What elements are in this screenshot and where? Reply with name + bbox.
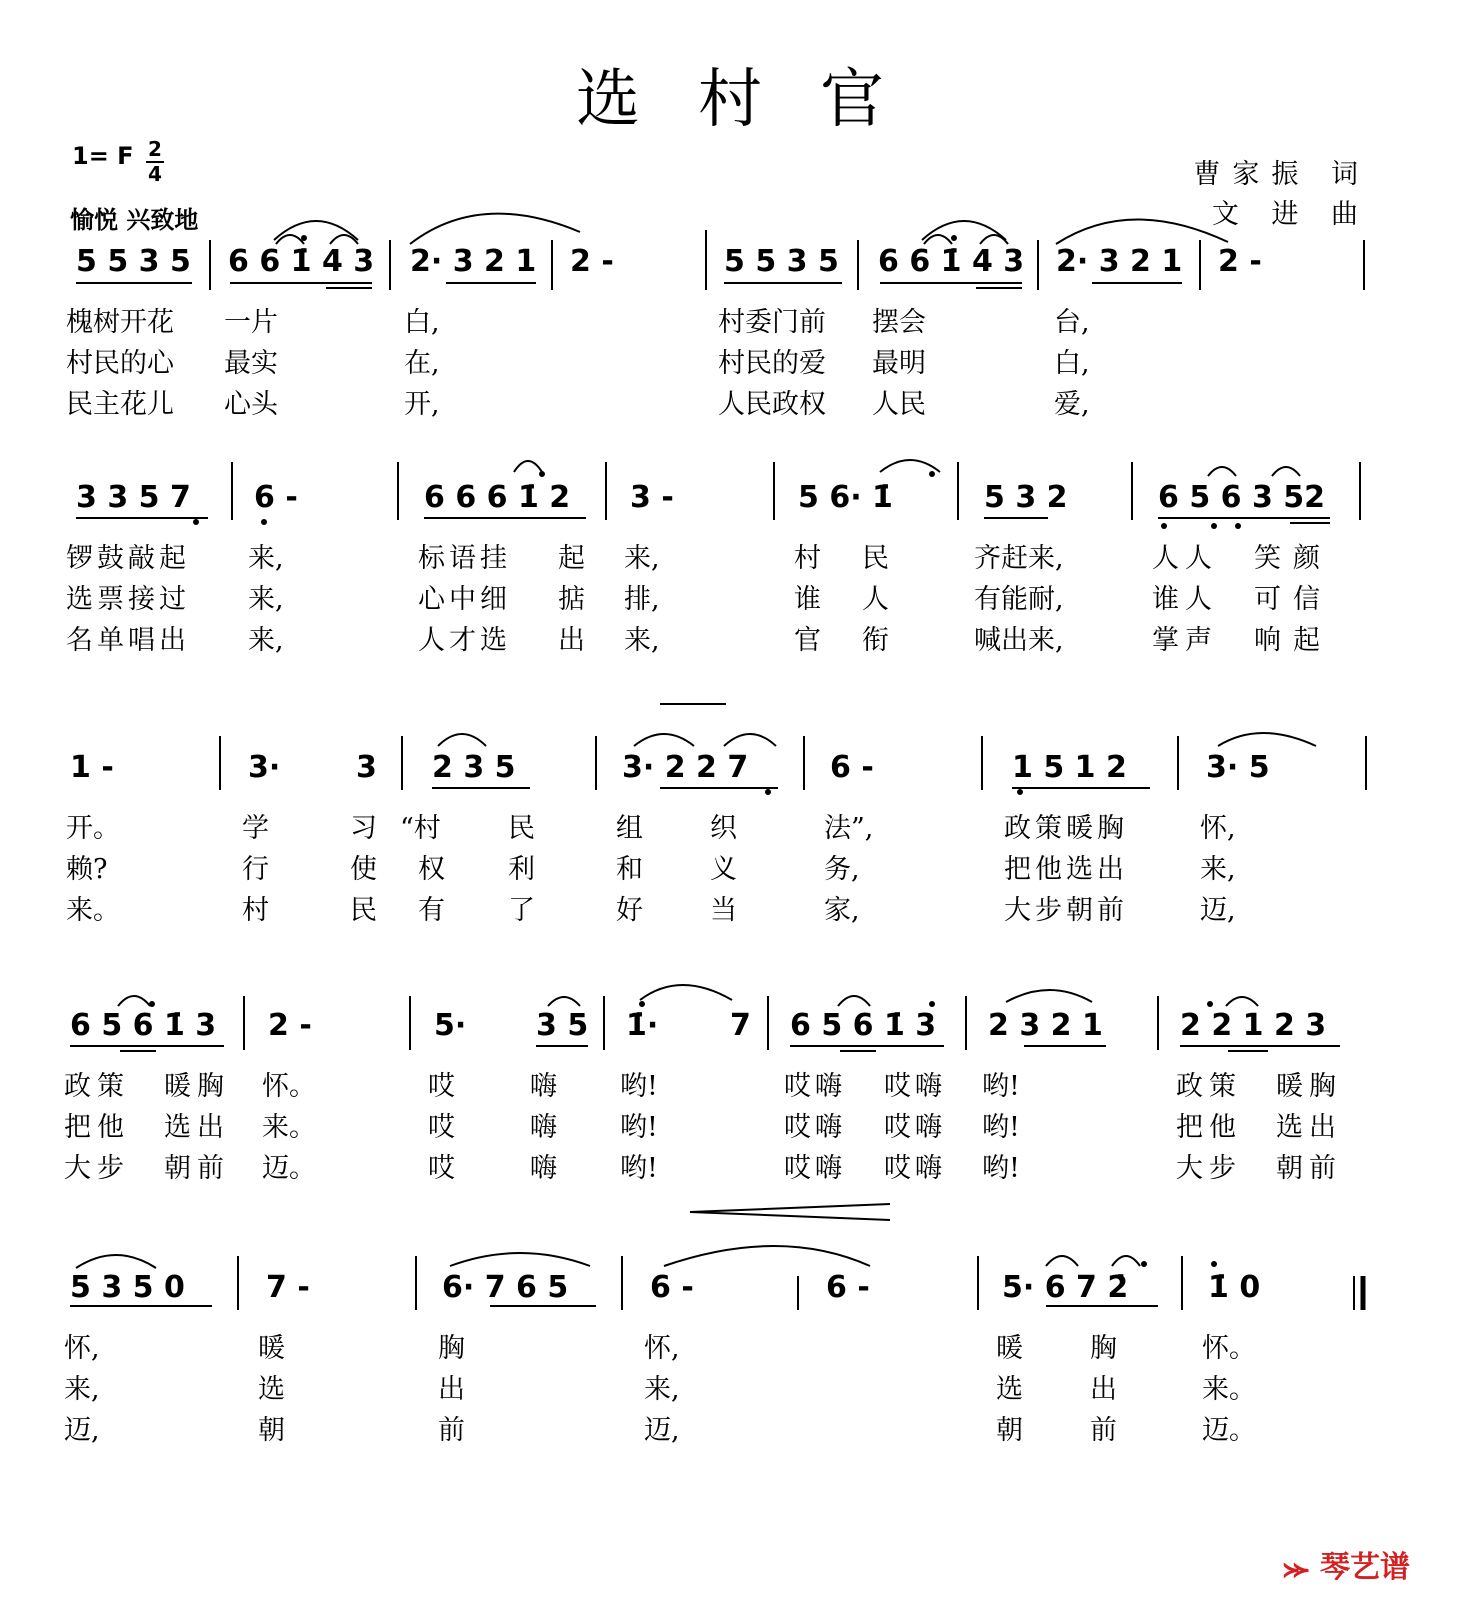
slur (276, 235, 304, 244)
lyric-13-5: 暖 (996, 1333, 1023, 1364)
lyric-8-8: 务, (824, 854, 860, 885)
lyric-2-1: 村民的心 (66, 348, 174, 379)
lyric-14-5: 选 (996, 1374, 1023, 1405)
slur (838, 996, 870, 1006)
lyric-12-3: 迈。 (262, 1153, 316, 1184)
lyric-8-6: 和 (616, 854, 643, 885)
lyric-10-4: 哎 (428, 1071, 455, 1102)
measure-32: 6· 7 6 5 (442, 1270, 569, 1305)
lyric-1-5: 摆会 (872, 307, 926, 338)
measure-7: 2· 3 2 1 (1056, 244, 1183, 279)
slur (1112, 1256, 1140, 1266)
slur (1046, 1256, 1078, 1266)
measure-23: 6 5 6 1̇ 3 (70, 1008, 217, 1043)
measure-6: 6 6 1̇ 4 3 (878, 244, 1025, 279)
lyric-1-3: 白, (404, 307, 440, 338)
slur (450, 1253, 590, 1266)
measure-25a: 5· (434, 1008, 467, 1043)
lyric-3-4: 人民政权 (718, 389, 826, 420)
lyric-5-7: 人 (862, 584, 889, 615)
octave-dot (1211, 1261, 1217, 1267)
low-octave-dot (261, 519, 267, 525)
slur (1208, 467, 1236, 476)
lyric-9-8: 家, (824, 895, 860, 926)
octave-dot (639, 1001, 645, 1007)
lyric-7-5: 民 (508, 813, 535, 844)
lyric-6-8: 喊出来, (974, 625, 1064, 656)
lyric-10-8: 哎嗨 (884, 1071, 946, 1102)
lyric-9-7: 当 (710, 895, 737, 926)
slur (664, 1246, 870, 1266)
measure-24: 2 - (268, 1008, 312, 1043)
measure-20: 6 - (830, 750, 874, 785)
lyric-4-4: 起 (558, 543, 585, 574)
measure-22: 3· 5 (1206, 750, 1270, 785)
lyric-8-2: 行 (242, 854, 269, 885)
lyric-3-5: 人民 (872, 389, 926, 420)
octave-dot (301, 235, 307, 241)
lyric-1-1: 槐树开花 (66, 307, 174, 338)
lyric-10-3: 怀。 (262, 1071, 316, 1102)
measure-10: 6 - (254, 480, 298, 515)
measure-19: 3· 2 2 7 (622, 750, 749, 785)
lyric-8-9: 把他选出 (1004, 854, 1128, 885)
slur (640, 985, 732, 1000)
slur (924, 235, 952, 244)
lyric-11-4: 哎 (428, 1112, 455, 1143)
low-octave-dot (765, 789, 771, 795)
lyric-5-3: 心中细 (418, 584, 511, 615)
lyric-15-5: 朝 (996, 1415, 1023, 1446)
lyric-15-3: 前 (438, 1415, 465, 1446)
slur (1226, 997, 1258, 1006)
lyric-7-1: 开。 (66, 813, 120, 844)
lyric-1-6: 台, (1054, 307, 1090, 338)
lyric-15-6: 前 (1090, 1415, 1117, 1446)
octave-dot (1141, 1261, 1147, 1267)
lyric-6-5: 来, (624, 625, 660, 656)
lyric-4-2: 来, (248, 543, 284, 574)
measure-21: 1 5 1 2 (1012, 750, 1127, 785)
measure-33: 6 - (650, 1270, 694, 1305)
low-octave-dot (1161, 523, 1167, 529)
measure-26b: 7 (730, 1008, 751, 1043)
lyric-4-9: 人人 (1152, 543, 1218, 574)
measure-14: 5 3 2 (984, 480, 1068, 515)
lyric-12-2: 朝前 (164, 1153, 230, 1184)
measure-34: 6 - (826, 1270, 870, 1305)
lyric-5-4: 掂 (558, 584, 585, 615)
lyric-1-4: 村委门前 (718, 307, 826, 338)
lyric-10-10: 政策 (1176, 1071, 1242, 1102)
slur (410, 214, 580, 244)
lyric-4-5: 来, (624, 543, 660, 574)
lyric-13-2: 暖 (258, 1333, 285, 1364)
measure-31: 7 - (266, 1270, 310, 1305)
lyric-6-6: 官 (794, 625, 821, 656)
lyric-5-2: 来, (248, 584, 284, 615)
measure-25b: 3 5 (536, 1008, 589, 1043)
lyric-12-6: 哟! (620, 1153, 658, 1184)
lyric-9-1: 来。 (66, 895, 120, 926)
measure-15: 6 5 6 3 52 (1158, 480, 1326, 515)
lyric-11-1: 把他 (64, 1112, 130, 1143)
lyric-4-8: 齐赶来, (974, 543, 1064, 574)
lyric-2-6: 白, (1054, 348, 1090, 379)
lyric-12-7: 哎嗨 (784, 1153, 846, 1184)
lyric-14-6: 出 (1090, 1374, 1117, 1405)
lyric-6-10: 响起 (1254, 625, 1332, 656)
time-unit: 4 (148, 162, 162, 186)
measure-16: 1 - (70, 750, 114, 785)
lyric-11-9: 哟! (982, 1112, 1020, 1143)
lyric-7-6: 组 (616, 813, 643, 844)
lyric-6-9: 掌声 (1152, 625, 1218, 656)
lyric-14-7: 来。 (1202, 1374, 1256, 1405)
lyric-11-2: 选出 (164, 1112, 230, 1143)
lyric-6-1: 名单唱出 (66, 625, 190, 656)
lyric-5-9: 谁人 (1152, 584, 1218, 615)
measure-35: 5· 6 7 2̇ (1002, 1270, 1129, 1305)
lyricist-credit: 曹家振 词 (1193, 159, 1370, 190)
time-beats: 2 (148, 137, 162, 161)
measure-36: 1̇ 0 (1208, 1270, 1261, 1305)
measure-8: 2 - (1218, 244, 1262, 279)
lyric-7-9: 政策暖胸 (1004, 813, 1128, 844)
slur (634, 734, 694, 746)
lyric-9-9: 大步朝前 (1004, 895, 1128, 926)
measure-28: 2 3 2 1 (988, 1008, 1103, 1043)
measure-2: 6 6 1̇ 4 3 (228, 244, 375, 279)
lyric-9-3: 民 (350, 895, 377, 926)
lyric-5-5: 排, (624, 584, 660, 615)
lyric-10-1: 政策 (64, 1071, 130, 1102)
lyric-8-5: 利 (508, 854, 535, 885)
lyric-7-10: 怀, (1200, 813, 1236, 844)
measure-26a: 1̇· (626, 1008, 659, 1043)
lyric-2-3: 在, (404, 348, 440, 379)
lyric-11-10: 把他 (1176, 1112, 1242, 1143)
lyric-7-3: 习 (350, 813, 377, 844)
lyric-4-6: 村 (794, 543, 821, 574)
lyric-13-4: 怀, (644, 1333, 680, 1364)
lyric-15-4: 迈, (644, 1415, 680, 1446)
lyric-12-1: 大步 (64, 1153, 130, 1184)
lyric-13-3: 胸 (438, 1333, 465, 1364)
measure-9: 3 3 5 7 (76, 480, 191, 515)
lyric-3-2: 心头 (224, 389, 278, 420)
lyric-2-5: 最明 (872, 348, 926, 379)
low-octave-dot (1017, 789, 1023, 795)
lyric-6-7: 衔 (862, 625, 889, 656)
lyric-13-7: 怀。 (1202, 1333, 1256, 1364)
key-signature: 1= F (72, 142, 134, 170)
measure-5: 5 5 3 5 (724, 244, 839, 279)
lyric-4-1: 锣鼓敲起 (66, 543, 190, 574)
lyric-10-6: 哟! (620, 1071, 658, 1102)
low-octave-dot (1211, 523, 1217, 529)
slur (1272, 467, 1300, 476)
lyric-9-4: 有 (418, 895, 445, 926)
decrescendo-hairpin (690, 1204, 890, 1220)
slur (548, 997, 580, 1006)
lyric-4-7: 民 (862, 543, 889, 574)
low-octave-dot (193, 519, 199, 525)
slur (514, 461, 542, 472)
lyric-12-10: 大步 (1176, 1153, 1242, 1184)
lyric-6-3: 人才选 (418, 625, 511, 656)
lyric-11-6: 哟! (620, 1112, 658, 1143)
lyric-12-11: 朝前 (1276, 1153, 1342, 1184)
lyric-13-6: 胸 (1090, 1333, 1117, 1364)
lyric-8-7: 义 (710, 854, 737, 885)
lyric-13-1: 怀, (64, 1333, 100, 1364)
lyric-12-4: 哎 (428, 1153, 455, 1184)
lyric-3-6: 爱, (1054, 389, 1090, 420)
lyric-8-3: 使 (350, 854, 377, 885)
lyric-10-7: 哎嗨 (784, 1071, 846, 1102)
slur (438, 734, 486, 746)
measure-4: 2 - (570, 244, 614, 279)
lyric-7-8: 法”, (824, 813, 874, 844)
lyric-2-4: 村民的爱 (718, 348, 826, 379)
lyric-11-3: 来。 (262, 1112, 316, 1143)
lyric-9-5: 了 (508, 895, 535, 926)
lyric-5-8: 有能耐, (974, 584, 1064, 615)
lyric-14-1: 来, (64, 1374, 100, 1405)
lyric-8-1: 赖? (66, 854, 108, 885)
lyric-5-6: 谁 (794, 584, 821, 615)
lyric-9-10: 迈, (1200, 895, 1236, 926)
lyric-11-5: 嗨 (530, 1112, 557, 1143)
lyric-5-10: 可信 (1254, 584, 1332, 615)
slur (118, 996, 150, 1006)
logo-mark-icon: ⪼ (1283, 1551, 1310, 1584)
lyric-9-2: 村 (242, 895, 269, 926)
lyric-1-2: 一片 (224, 307, 278, 338)
measure-3: 2· 3 2 1 (410, 244, 537, 279)
lyric-6-2: 来, (248, 625, 284, 656)
slur (1218, 733, 1316, 746)
lyric-3-1: 民主花儿 (66, 389, 174, 420)
measure-12: 3 - (630, 480, 674, 515)
lyric-11-8: 哎嗨 (884, 1112, 946, 1143)
lyric-7-7: 织 (710, 813, 737, 844)
watermark-text: 琴艺谱 (1320, 1550, 1410, 1585)
lyric-4-3: 标语挂 (418, 543, 511, 574)
lyric-14-4: 来, (644, 1374, 680, 1405)
lyric-15-2: 朝 (258, 1415, 285, 1446)
lyric-10-9: 哟! (982, 1071, 1020, 1102)
slur (1006, 990, 1092, 1002)
slur (880, 460, 940, 472)
lyric-15-1: 迈, (64, 1415, 100, 1446)
lyric-12-5: 嗨 (530, 1153, 557, 1184)
lyric-12-9: 哟! (982, 1153, 1020, 1184)
lyric-7-2: 学 (242, 813, 269, 844)
lyric-5-1: 选票接过 (66, 584, 190, 615)
lyric-10-2: 暖胸 (164, 1071, 230, 1102)
octave-dot (951, 235, 957, 241)
composer-credit: 文 进 曲 (1211, 199, 1370, 230)
lyric-7-4: “村 (400, 813, 441, 844)
lyric-11-11: 选出 (1276, 1112, 1342, 1143)
lyric-3-3: 开, (404, 389, 440, 420)
lyric-6-4: 出 (558, 625, 585, 656)
lyric-2-2: 最实 (224, 348, 278, 379)
octave-dot (929, 1001, 935, 1007)
lyric-12-8: 哎嗨 (884, 1153, 946, 1184)
song-title: 选村官 (576, 63, 942, 137)
lyric-15-7: 迈。 (1202, 1415, 1256, 1446)
measure-17a: 3· (248, 750, 281, 785)
octave-dot (929, 471, 935, 477)
lyric-8-10: 来, (1200, 854, 1236, 885)
measure-30: 5 3 5 0 (70, 1270, 185, 1305)
lyric-8-4: 权 (418, 854, 445, 885)
measure-27: 6 5 6 1̇ 3 (790, 1008, 937, 1043)
slur (922, 221, 1006, 240)
slur (1056, 219, 1228, 244)
low-octave-dot (1235, 523, 1241, 529)
slur (724, 734, 776, 746)
lyric-10-5: 嗨 (530, 1071, 557, 1102)
slur (980, 235, 1008, 244)
slur (274, 221, 358, 240)
measure-1: 5 5 3 5 (76, 244, 191, 279)
lyric-10-11: 暖胸 (1276, 1071, 1342, 1102)
measure-13: 5 6· 1̇ (798, 480, 893, 515)
lyric-14-2: 选 (258, 1374, 285, 1405)
watermark-logo (1283, 1542, 1410, 1586)
lyric-9-6: 好 (616, 895, 643, 926)
slur (76, 1255, 156, 1268)
octave-dot (149, 1001, 155, 1007)
measure-11: 6 6 6 1̇ 2 (424, 480, 571, 515)
octave-dot (539, 471, 545, 477)
lyric-11-7: 哎嗨 (784, 1112, 846, 1143)
octave-dot (1207, 1001, 1213, 1007)
measure-18: 2 3 5 (432, 750, 516, 785)
measure-29: 2 2 1 2 3 (1180, 1008, 1327, 1043)
lyric-14-3: 出 (438, 1374, 465, 1405)
measure-17b: 3 (356, 750, 377, 785)
lyric-4-10: 笑颜 (1254, 543, 1332, 574)
tempo-marking: 愉悦 兴致地 (70, 206, 199, 234)
